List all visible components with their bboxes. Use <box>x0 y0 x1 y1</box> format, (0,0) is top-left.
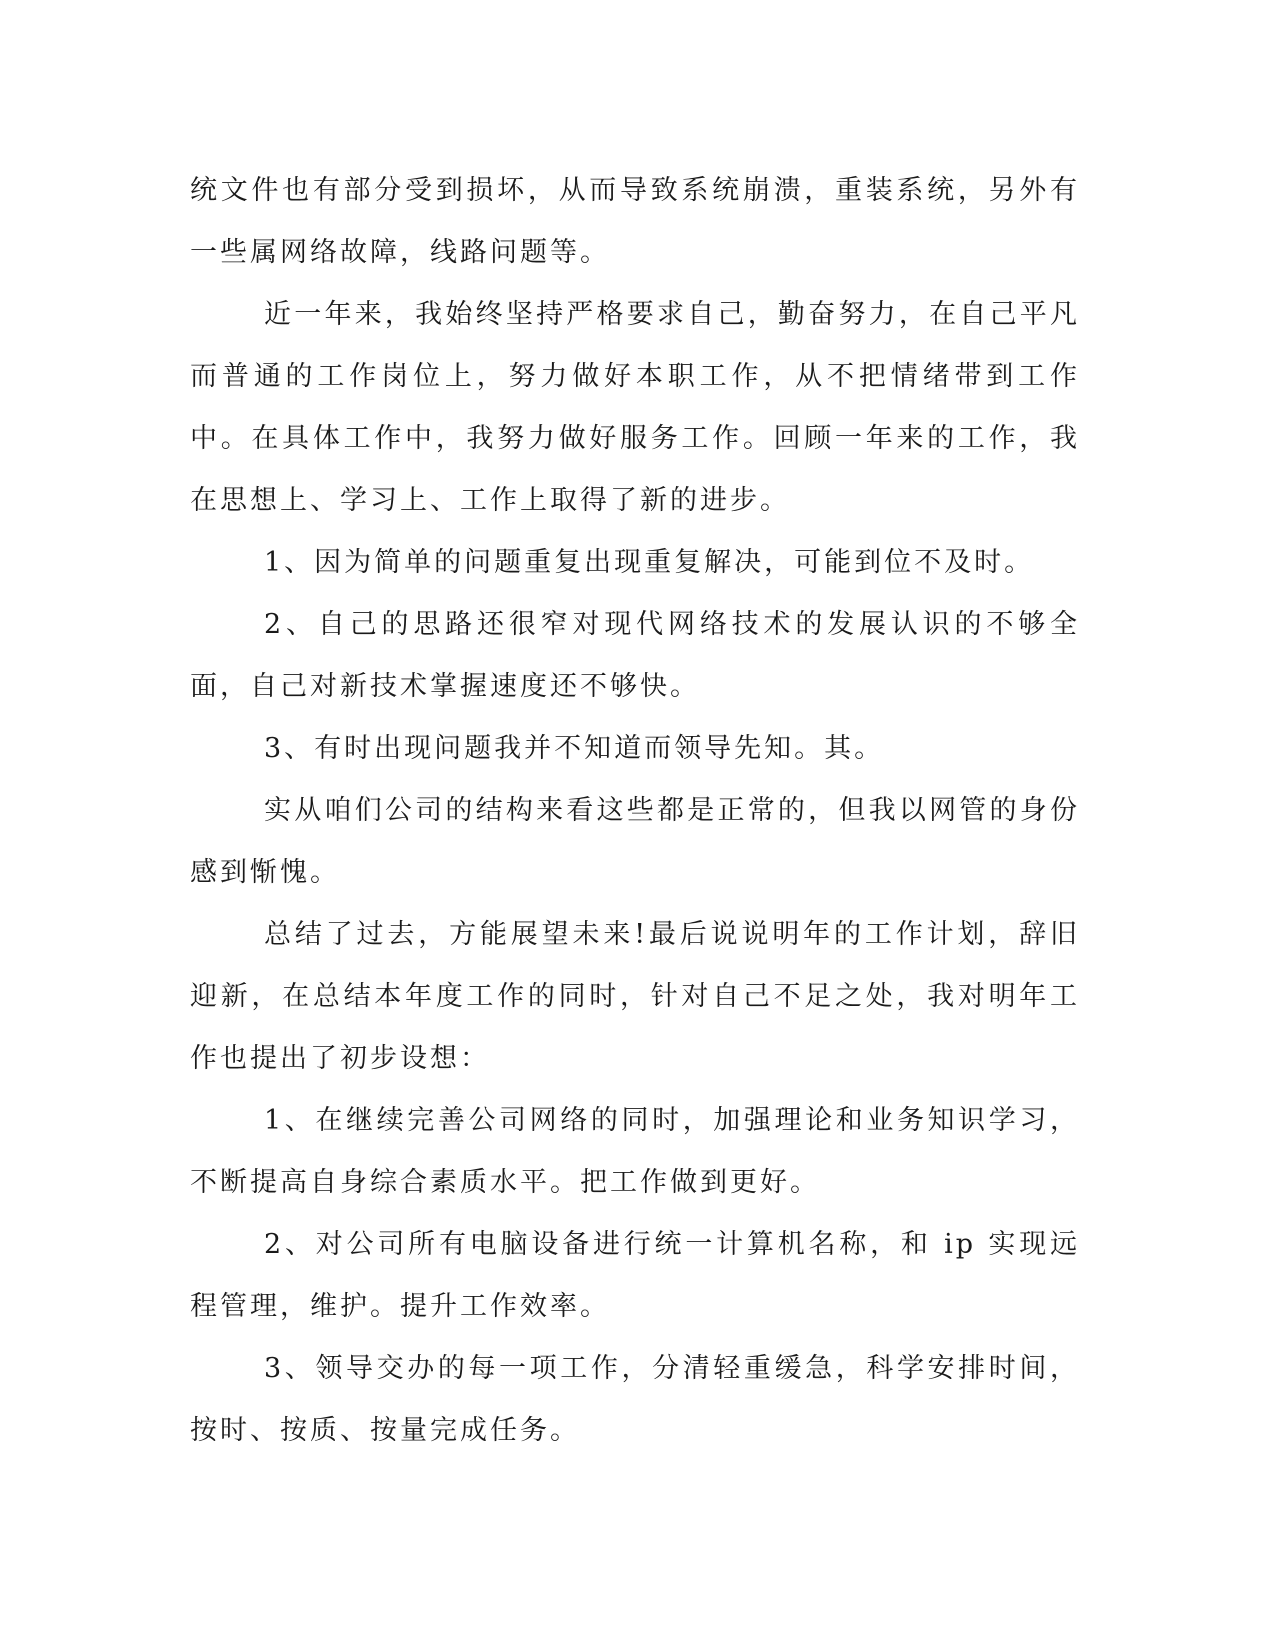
paragraph-continued-system-files: 统文件也有部分受到损坏，从而导致系统崩溃，重装系统，另外有一些属网络故障，线路问题等。 <box>190 175 1080 268</box>
paragraph-shortcoming-3: 3、有时出现问题我并不知道而领导先知。其。 <box>264 733 885 764</box>
paragraph-plan-2: 2、对公司所有电脑设备进行统一计算机名称，和 ip 实现远程管理，维护。提升工作效率。 <box>190 1229 1080 1322</box>
paragraph-plan-1: 1、在继续完善公司网络的同时，加强理论和业务知识学习，不断提高自身综合素质水平。把工作做到更好。 <box>190 1105 1080 1198</box>
paragraph-year-review: 近一年来，我始终坚持严格要求自己，勤奋努力，在自己平凡而普通的工作岗位上，努力做好本职工作，从不把情绪带到工作中。在具体工作中，我努力做好服务工作。回顾一年来的工作，我在思想上、学习上、工作上取得了新的进步。 <box>190 299 1080 516</box>
paragraph-shortcoming-1: 1、因为简单的问题重复出现重复解决，可能到位不及时。 <box>264 547 1035 578</box>
paragraph-next-year-plan-intro: 总结了过去，方能展望未来!最后说说明年的工作计划，辞旧迎新，在总结本年度工作的同时，针对自己不足之处，我对明年工作也提出了初步设想： <box>190 919 1080 1074</box>
paragraph-shortcoming-2: 2、自己的思路还很窄对现代网络技术的发展认识的不够全面，自己对新技术掌握速度还不够快。 <box>190 609 1080 702</box>
paragraph-plan-3: 3、领导交办的每一项工作，分清轻重缓急，科学安排时间，按时、按质、按量完成任务。 <box>190 1353 1080 1446</box>
paragraph-company-structure: 实从咱们公司的结构来看这些都是正常的，但我以网管的身份感到惭愧。 <box>190 795 1080 888</box>
document-body <box>190 160 1080 1462</box>
